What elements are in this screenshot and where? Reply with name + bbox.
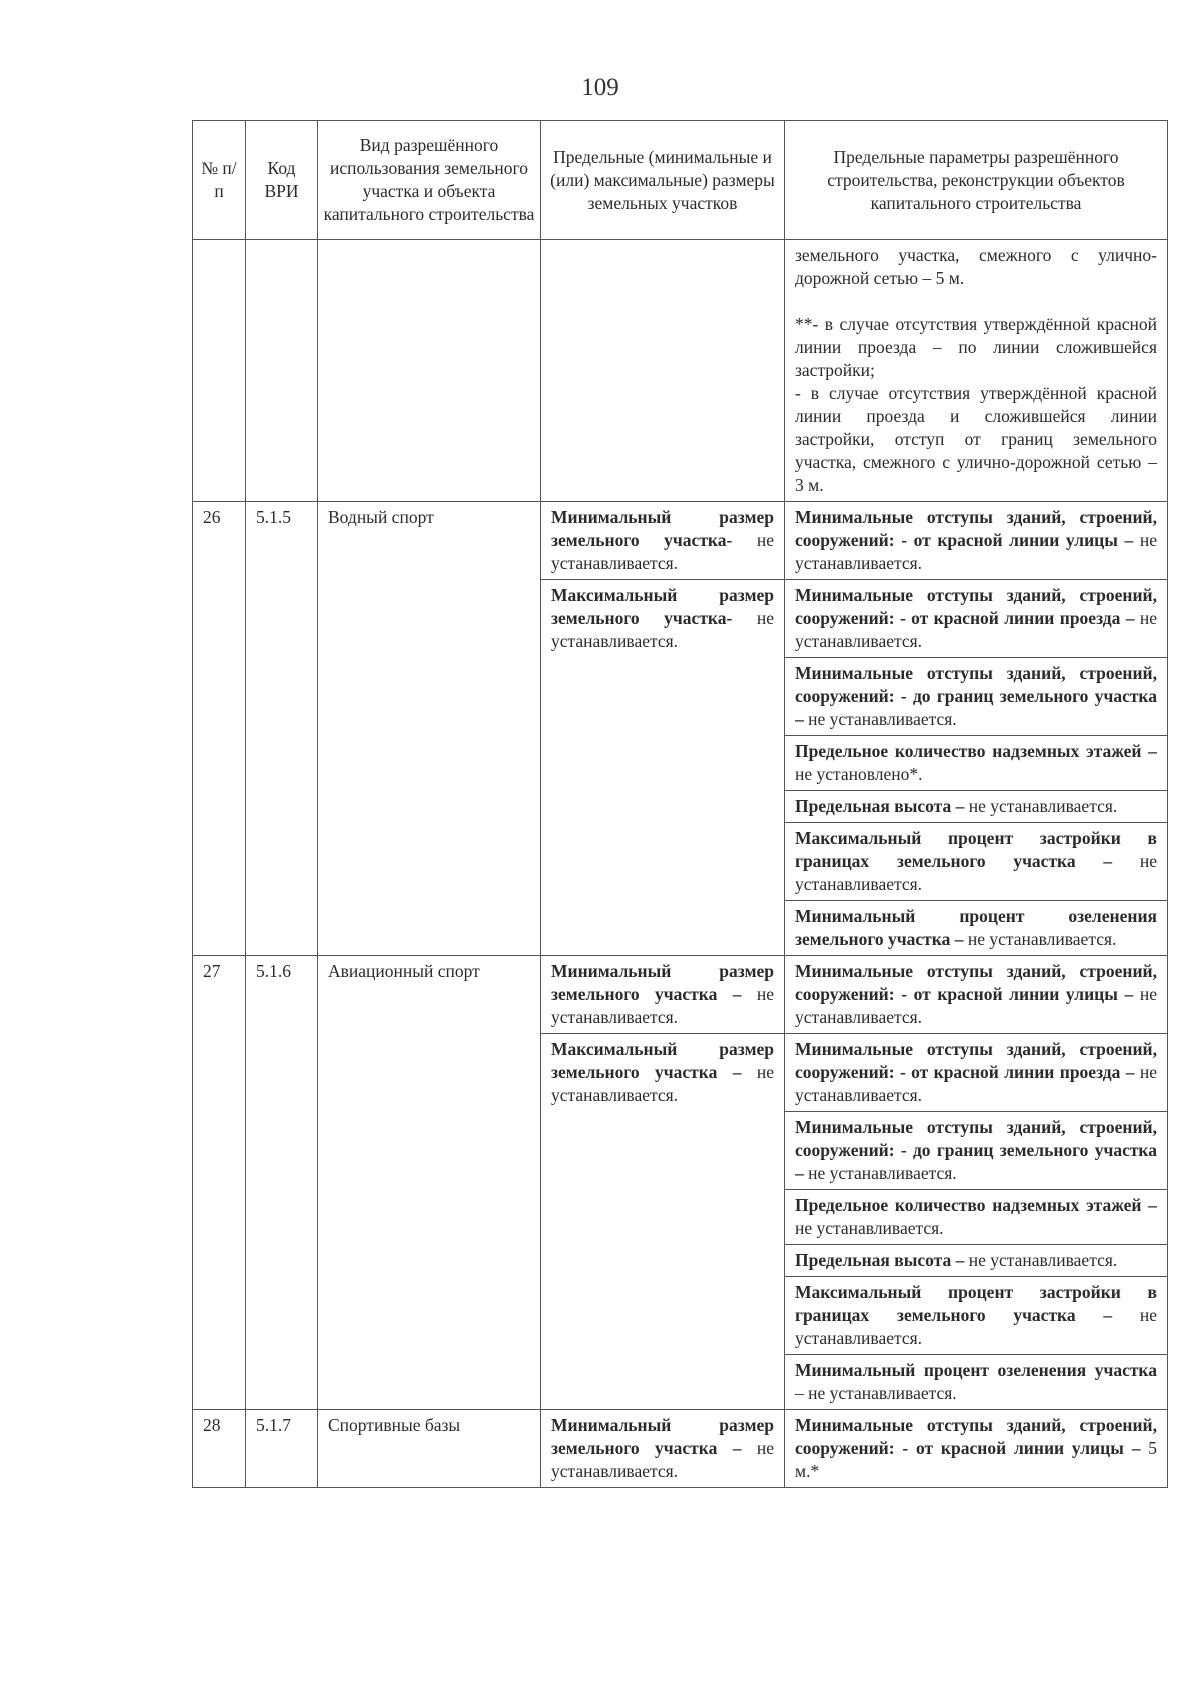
continuation-text: - в случае отсутствия утверждённой красной линии проезда и сложившейся линии застройки, отступ от границ земельного участка, смежного с улично-дорожной сетью – 3 м. <box>795 383 1157 495</box>
table-row <box>193 1410 1168 1488</box>
param-label: Предельное количество надземных этажей – <box>795 1195 1157 1215</box>
param-label: Минимальные отступы зданий, строений, сооружений: - от красной линии улицы – <box>795 507 1157 550</box>
param-label: Предельная высота – <box>795 796 965 816</box>
param-label: Минимальные отступы зданий, строений, сооружений: - до границ земельного участка – <box>795 1117 1157 1183</box>
param-value: – не устанавливается. <box>795 1383 957 1403</box>
continuation-text: **- в случае отсутствия утверждённой красной линии проезда – по линии сложившейся застройки; <box>795 314 1157 380</box>
page-number: 109 <box>581 74 619 101</box>
table-row <box>193 502 1168 580</box>
param-label: Минимальный процент озеленения участка <box>795 1360 1157 1380</box>
param-cell <box>785 1245 1168 1277</box>
param-cell <box>785 658 1168 736</box>
row-number: 28 <box>193 1410 246 1488</box>
row-use-type: Водный спорт <box>318 502 541 956</box>
param-value: не устанавливается. <box>795 1218 944 1238</box>
param-cell <box>785 736 1168 791</box>
param-cell <box>785 791 1168 823</box>
param-value: не устанавливается. <box>963 929 1117 949</box>
min-size-value: не устанавливается. <box>551 1438 774 1481</box>
param-label: Минимальные отступы зданий, строений, сооружений: - от красной линии улицы – <box>795 1415 1157 1458</box>
min-size-cell <box>541 502 785 580</box>
max-size-value: не устанавливается. <box>551 608 774 651</box>
row-number: 26 <box>193 502 246 956</box>
row-use-type: Авиационный спорт <box>318 956 541 1410</box>
min-size-label: Минимальный размер земельного участка- <box>551 507 774 550</box>
max-size-cell <box>541 1034 785 1410</box>
row-code: 5.1.6 <box>246 956 318 1410</box>
param-cell <box>785 1112 1168 1190</box>
param-cell <box>785 502 1168 580</box>
param-label: Минимальные отступы зданий, строений, сооружений: - до границ земельного участка – <box>795 663 1157 729</box>
param-label: Минимальные отступы зданий, строений, сооружений: - от красной линии проезда – <box>795 1039 1157 1082</box>
param-cell <box>785 580 1168 658</box>
param-value: не устанавливается. <box>803 709 957 729</box>
param-cell <box>785 1034 1168 1112</box>
param-cell <box>785 1277 1168 1355</box>
param-cell <box>785 901 1168 956</box>
table-row <box>193 240 1168 502</box>
min-size-value: не устанавливается. <box>551 530 774 573</box>
param-cell <box>785 823 1168 901</box>
table-row <box>193 956 1168 1034</box>
row-code: 5.1.7 <box>246 1410 318 1488</box>
min-size-label: Минимальный размер земельного участка – <box>551 1415 774 1458</box>
param-label: Предельная высота – <box>795 1250 965 1270</box>
param-value: не установлено*. <box>795 764 923 784</box>
header-size: Предельные (минимальные и (или) максимальные) размеры земельных участков <box>541 121 785 240</box>
param-value: не устанавливается. <box>795 530 1157 573</box>
param-label: Минимальные отступы зданий, строений, сооружений: - от красной линии улицы – <box>795 961 1157 1004</box>
max-size-value: не устанавливается. <box>551 1062 774 1105</box>
header-type: Вид разрешённого использования земельного участка и объекта капитального строительства <box>318 121 541 240</box>
param-label: Максимальный процент застройки в границах земельного участка – <box>795 1282 1157 1325</box>
param-cell <box>785 1355 1168 1410</box>
param-value: не устанавливается. <box>795 1305 1157 1348</box>
max-size-cell <box>541 580 785 956</box>
param-value: не устанавливается. <box>795 1062 1157 1105</box>
param-value: не устанавливается. <box>795 984 1157 1027</box>
continuation-text: земельного участка, смежного с улично-дорожной сетью – 5 м. <box>795 245 1157 288</box>
param-label: Максимальный процент застройки в границах земельного участка – <box>795 828 1157 871</box>
min-size-value: не устанавливается. <box>551 984 774 1027</box>
header-num: № п/п <box>193 121 246 240</box>
continuation-cell <box>785 240 1168 502</box>
param-cell <box>785 956 1168 1034</box>
row-code: 5.1.5 <box>246 502 318 956</box>
param-value: не устанавливается. <box>964 1250 1118 1270</box>
header-params: Предельные параметры разрешённого строительства, реконструкции объектов капитального строительства <box>785 121 1168 240</box>
table-header-row <box>193 121 1168 240</box>
param-label: Минимальные отступы зданий, строений, сооружений: - от красной линии проезда – <box>795 585 1157 628</box>
min-size-cell <box>541 956 785 1034</box>
max-size-label: Максимальный размер земельного участка – <box>551 1039 774 1082</box>
min-size-label: Минимальный размер земельного участка – <box>551 961 774 1004</box>
param-value: не устанавливается. <box>795 851 1157 894</box>
regulations-table <box>192 120 1168 1488</box>
header-code: Код ВРИ <box>246 121 318 240</box>
param-label: Предельное количество надземных этажей – <box>795 741 1157 761</box>
param-cell <box>785 1190 1168 1245</box>
max-size-label: Максимальный размер земельного участка- <box>551 585 774 628</box>
row-number: 27 <box>193 956 246 1410</box>
param-value: 5 м.* <box>795 1438 1158 1481</box>
min-size-cell <box>541 1410 785 1488</box>
param-label: Минимальный процент озеленения земельного участка – <box>795 906 1157 949</box>
param-value: не устанавливается. <box>795 608 1157 651</box>
param-value: не устанавливается. <box>964 796 1118 816</box>
row-use-type: Спортивные базы <box>318 1410 541 1488</box>
param-cell <box>785 1410 1168 1488</box>
param-value: не устанавливается. <box>803 1163 957 1183</box>
